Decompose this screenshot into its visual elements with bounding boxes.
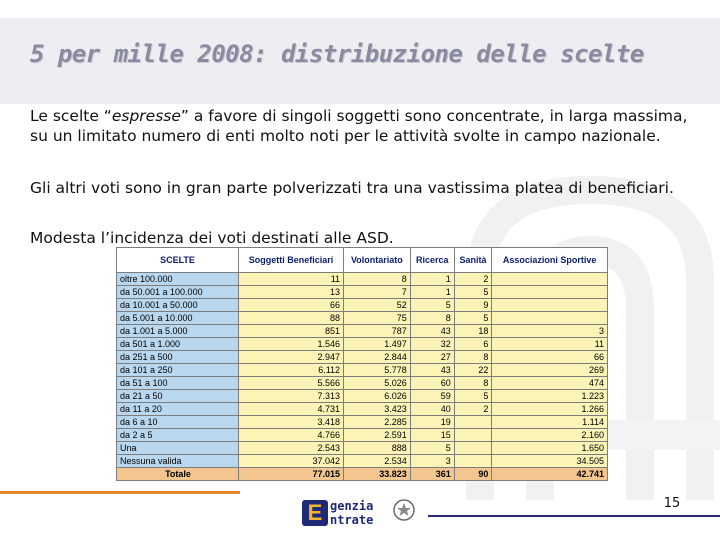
cell-sanita: 5 [454, 286, 492, 299]
distribution-table-wrapper [116, 247, 608, 481]
cell-associazioni-sportive: 2.160 [492, 429, 608, 442]
cell-scelte: da 50.001 a 100.000 [117, 286, 239, 299]
cell-scelte: Nessuna valida [117, 455, 239, 468]
header-soggetti-beneficiari: Soggetti Beneficiari [239, 248, 344, 273]
paragraph-1-end: ” a favore di singoli soggetti sono concentrate, in larga massima, su un limitato numero di enti molto noti per le attività svolte in campo nazionale. [30, 107, 688, 145]
header-ricerca: Ricerca [410, 248, 454, 273]
cell-scelte: da 501 a 1.000 [117, 338, 239, 351]
table-row [117, 325, 608, 338]
cell-sanita: 9 [454, 299, 492, 312]
cell-ricerca: 43 [410, 325, 454, 338]
cell-ricerca: 5 [410, 442, 454, 455]
table-header-row [117, 248, 608, 273]
cell-soggetti-beneficiari: 66 [239, 299, 344, 312]
cell-associazioni-sportive: 66 [492, 351, 608, 364]
cell-scelte: Una [117, 442, 239, 455]
cell-ricerca: 19 [410, 416, 454, 429]
cell-soggetti-beneficiari: 88 [239, 312, 344, 325]
cell-scelte: da 11 a 20 [117, 403, 239, 416]
cell-volontariato: 2.534 [344, 455, 411, 468]
table-row [117, 338, 608, 351]
table-row [117, 364, 608, 377]
cell-scelte: da 1.001 a 5.000 [117, 325, 239, 338]
paragraph-1-start: Le scelte “ [30, 107, 112, 125]
table-row [117, 390, 608, 403]
paragraph-concentration [30, 106, 700, 146]
cell-sanita: 5 [454, 312, 492, 325]
cell-scelte: da 101 a 250 [117, 364, 239, 377]
cell-associazioni-sportive: 1.266 [492, 403, 608, 416]
table-row [117, 377, 608, 390]
cell-volontariato: 8 [344, 273, 411, 286]
cell-associazioni-sportive: 474 [492, 377, 608, 390]
cell-soggetti-beneficiari: 77.015 [239, 468, 344, 481]
page-number: 15 [663, 496, 681, 511]
cell-volontariato: 5.778 [344, 364, 411, 377]
cell-sanita: 5 [454, 390, 492, 403]
cell-ricerca: 5 [410, 299, 454, 312]
cell-scelte: Totale [117, 468, 239, 481]
table-row [117, 403, 608, 416]
table-body [117, 273, 608, 481]
cell-ricerca: 1 [410, 286, 454, 299]
cell-volontariato: 2.285 [344, 416, 411, 429]
cell-volontariato: 75 [344, 312, 411, 325]
cell-sanita: 90 [454, 468, 492, 481]
cell-sanita: 22 [454, 364, 492, 377]
cell-associazioni-sportive: 1.650 [492, 442, 608, 455]
cell-scelte: da 21 a 50 [117, 390, 239, 403]
cell-soggetti-beneficiari: 1.546 [239, 338, 344, 351]
cell-soggetti-beneficiari: 2.947 [239, 351, 344, 364]
cell-soggetti-beneficiari: 6.112 [239, 364, 344, 377]
cell-sanita [454, 429, 492, 442]
cell-associazioni-sportive: 11 [492, 338, 608, 351]
logo-line-2: ntrate [330, 513, 374, 527]
logo-line-1: genzia [330, 499, 374, 513]
cell-soggetti-beneficiari: 4.766 [239, 429, 344, 442]
cell-soggetti-beneficiari: 3.418 [239, 416, 344, 429]
cell-associazioni-sportive: 3 [492, 325, 608, 338]
cell-scelte: da 51 a 100 [117, 377, 239, 390]
cell-ricerca: 59 [410, 390, 454, 403]
cell-ricerca: 40 [410, 403, 454, 416]
cell-scelte: da 6 a 10 [117, 416, 239, 429]
table-row [117, 299, 608, 312]
cell-soggetti-beneficiari: 11 [239, 273, 344, 286]
cell-scelte: da 2 a 5 [117, 429, 239, 442]
cell-sanita [454, 442, 492, 455]
cell-volontariato: 3.423 [344, 403, 411, 416]
cell-ricerca: 15 [410, 429, 454, 442]
header-scelte: SCELTE [117, 248, 239, 273]
table-row [117, 273, 608, 286]
cell-ricerca: 3 [410, 455, 454, 468]
cell-soggetti-beneficiari: 2.543 [239, 442, 344, 455]
cell-sanita: 6 [454, 338, 492, 351]
cell-associazioni-sportive: 1.114 [492, 416, 608, 429]
table-row [117, 416, 608, 429]
paragraph-asd: Modesta l’incidenza dei voti destinati alle ASD. [30, 229, 394, 247]
cell-volontariato: 888 [344, 442, 411, 455]
cell-scelte: da 10.001 a 50.000 [117, 299, 239, 312]
cell-volontariato: 5.026 [344, 377, 411, 390]
header-sanita: Sanità [454, 248, 492, 273]
paragraph-1-italic: espresse [111, 107, 181, 125]
header-associazioni-sportive: Associazioni Sportive [492, 248, 608, 273]
cell-associazioni-sportive [492, 286, 608, 299]
slide-title: 5 per mille 2008: distribuzione delle scelte [30, 40, 644, 68]
cell-soggetti-beneficiari: 5.566 [239, 377, 344, 390]
cell-soggetti-beneficiari: 851 [239, 325, 344, 338]
cell-ricerca: 32 [410, 338, 454, 351]
table-row [117, 312, 608, 325]
table-row [117, 442, 608, 455]
cell-ricerca: 1 [410, 273, 454, 286]
cell-associazioni-sportive [492, 299, 608, 312]
cell-sanita [454, 416, 492, 429]
cell-soggetti-beneficiari: 7.313 [239, 390, 344, 403]
cell-volontariato: 2.591 [344, 429, 411, 442]
header-volontariato: Volontariato [344, 248, 411, 273]
cell-soggetti-beneficiari: 4.731 [239, 403, 344, 416]
cell-volontariato: 33.823 [344, 468, 411, 481]
cell-ricerca: 27 [410, 351, 454, 364]
cell-volontariato: 7 [344, 286, 411, 299]
paragraph-dispersion: Gli altri voti sono in gran parte polverizzati tra una vastissima platea di beneficiari. [30, 179, 674, 197]
cell-sanita [454, 455, 492, 468]
cell-sanita: 8 [454, 377, 492, 390]
cell-ricerca: 43 [410, 364, 454, 377]
cell-associazioni-sportive [492, 273, 608, 286]
cell-associazioni-sportive: 1.223 [492, 390, 608, 403]
table-row [117, 286, 608, 299]
cell-scelte: da 251 a 500 [117, 351, 239, 364]
cell-volontariato: 1.497 [344, 338, 411, 351]
table-total-row [117, 468, 608, 481]
table-row [117, 455, 608, 468]
cell-associazioni-sportive: 269 [492, 364, 608, 377]
cell-scelte: oltre 100.000 [117, 273, 239, 286]
cell-soggetti-beneficiari: 37.042 [239, 455, 344, 468]
logo-e-mark: E [302, 500, 328, 526]
cell-associazioni-sportive: 34.505 [492, 455, 608, 468]
cell-volontariato: 2.844 [344, 351, 411, 364]
cell-associazioni-sportive [492, 312, 608, 325]
cell-ricerca: 8 [410, 312, 454, 325]
cell-scelte: da 5.001 a 10.000 [117, 312, 239, 325]
cell-sanita: 18 [454, 325, 492, 338]
cell-sanita: 2 [454, 403, 492, 416]
table-row [117, 351, 608, 364]
table-row [117, 429, 608, 442]
cell-soggetti-beneficiari: 13 [239, 286, 344, 299]
distribution-table [116, 247, 608, 481]
cell-sanita: 2 [454, 273, 492, 286]
cell-volontariato: 787 [344, 325, 411, 338]
republic-seal-icon [392, 498, 416, 522]
footer-accent-line [0, 491, 240, 494]
footer-rule [428, 515, 720, 517]
cell-ricerca: 361 [410, 468, 454, 481]
cell-volontariato: 52 [344, 299, 411, 312]
cell-sanita: 8 [454, 351, 492, 364]
cell-associazioni-sportive: 42.741 [492, 468, 608, 481]
cell-ricerca: 60 [410, 377, 454, 390]
cell-volontariato: 6.026 [344, 390, 411, 403]
